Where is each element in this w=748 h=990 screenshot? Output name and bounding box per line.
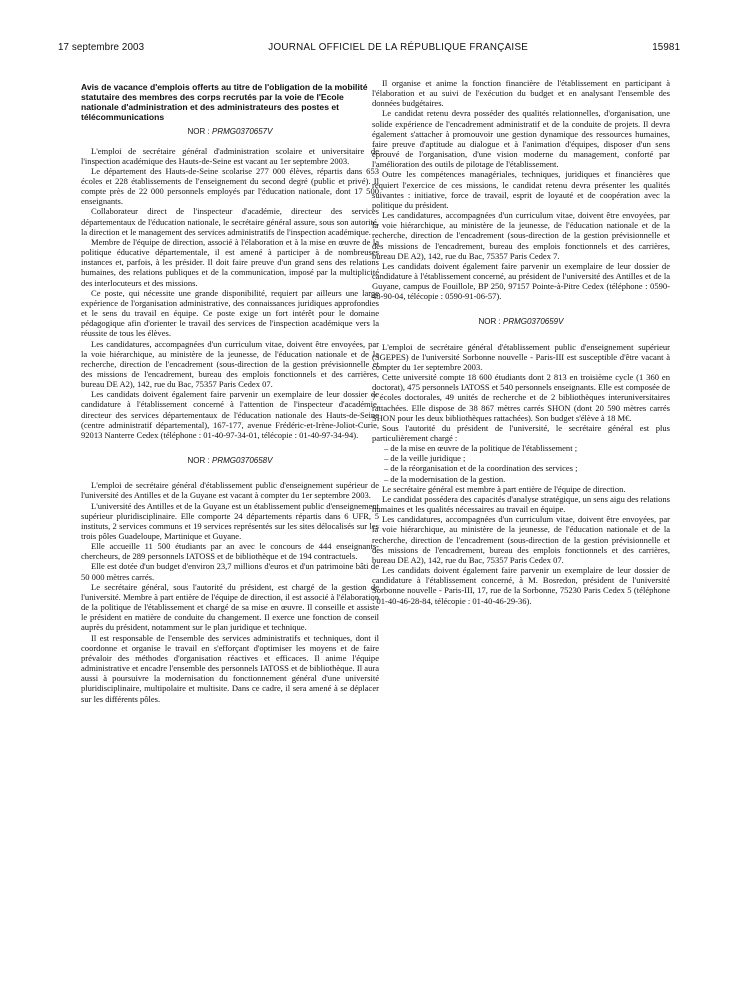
paragraph: Les candidatures, accompagnées d'un curriculum vitae, doivent être envoyées, par la voie hiérarchique, au ministère de la jeunesse, de l'éducation nationale et de la recherche, direction de l'encadrement (sous-direction de la gestion prévisionnelle et des missions de l'encadrement, bureau des emplois fonctionnels et des carrières, bureau DE A2), 142, rue du Bac, 75357 Paris Cedex 07.	[372, 514, 670, 565]
paragraph: L'emploi de secrétaire général d'établissement public d'enseignement supérieur de l'université des Antilles et de la Guyane est vacant à compter du 1er septembre 2003.	[81, 480, 379, 501]
right-column	[372, 78, 670, 606]
paragraph: Il est responsable de l'ensemble des services administratifs et techniques, dont il coordonne et organise le travail en s'efforçant d'optimiser les moyens et de faire prévaloir des méthodes d'organisation réactives et efficaces. Il anime l'équipe administrative et encadre l'ensemble des personnels IATOSS et de bibliothèque. Il aura aussi à poursuivre la modernisation du fonctionnement général d'une université pluridisciplinaire, multipolaire et multisite. Dans ce cadre, il sera amené à se déplacer sur les différents pôles.	[81, 632, 379, 704]
issue-date: 17 septembre 2003	[58, 42, 145, 53]
nor-label: NOR :	[187, 456, 210, 466]
paragraph: Il organise et anime la fonction financière de l'établissement en participant à l'élaboration et au suivi de l'exécution du budget et en analysant l'ensemble des données budgétaires.	[372, 78, 670, 109]
paragraph: Outre les compétences managériales, techniques, juridiques et financières que requiert l'exercice de ces missions, le candidat retenu devra présenter les qualités suivantes : initiative, force de travail, esprit de loyauté et de coopération avec la politique du président.	[372, 169, 670, 210]
paragraph: Elle est dotée d'un budget d'environ 23,7 millions d'euros et d'un patrimoine bâti de 50 000 mètres carrés.	[81, 561, 379, 582]
list-item: – de la mise en œuvre de la politique de l'établissement ;	[384, 443, 670, 453]
paragraph: Sous l'autorité du président de l'université, le secrétaire général est plus particulièrement chargé :	[372, 422, 670, 443]
paragraph: Les candidatures, accompagnées d'un curriculum vitae, doivent être envoyées, par la voie hiérarchique, au ministère de la jeunesse, de l'éducation nationale et de la recherche, direction de l'encadrement (sous-direction de la gestion prévisionnelle et des missions de l'encadrement, bureau des emplois fonctionnels et des carrières, bureau DE A2), 142, rue du Bac, 75357 Paris Cedex 07.	[81, 338, 379, 390]
page-number: 15981	[652, 42, 680, 53]
nor-reference	[81, 456, 379, 466]
paragraph: Le département des Hauts-de-Seine scolarise 277 000 élèves, répartis dans 653 écoles et 228 établissements de l'enseignement du second degré (public et privé). Il compte près de 22 000 personnels employés par l'éducation nationale, dont 17 500 enseignants.	[81, 165, 379, 207]
paragraph: Les candidats doivent également faire parvenir un exemplaire de leur dossier de candidature à l'établissement concerné, au président de l'université des Antilles et de la Guyane, campus de Fouillole, BP 250, 97157 Pointe-à-Pitre Cedex (téléphone : 0590-48-90-04, télécopie : 0590-91-06-57).	[372, 260, 670, 302]
running-header	[58, 42, 680, 53]
notice-title: Avis de vacance d'emplois offerts au titre de l'obligation de la mobilité statutaire des membres des corps recrutés par la voie de l'Ecole nationale d'administration et des administrateurs des postes et télécommunications	[81, 82, 368, 123]
nor-reference	[372, 317, 670, 327]
list-item: – de la modernisation de la gestion.	[384, 474, 670, 484]
nor-label: NOR :	[187, 127, 210, 137]
list-item: – de la réorganisation et de la coordination des services ;	[384, 463, 670, 473]
paragraph: L'université des Antilles et de la Guyane est un établissement public d'enseignement supérieur pluridisciplinaire. Elle comporte 24 départements répartis dans 6 UFR, 5 instituts, 2 services communs et 19 services représentés sur les sites délocalisés sur les trois pôles Guadeloupe, Martinique et Guyane.	[81, 500, 379, 541]
paragraph: Les candidatures, accompagnées d'un curriculum vitae, doivent être envoyées, par la voie hiérarchique, au ministère de la jeunesse, de l'éducation nationale et de la recherche, direction de l'encadrement (sous-direction de la gestion prévisionnelle et des missions de l'encadrement, bureau des emplois fonctionnels et des carrières, bureau DE A2), 142, rue du Bac, 75357 Paris Cedex 7.	[372, 210, 670, 261]
paragraph: Les candidats doivent également faire parvenir un exemplaire de leur dossier de candidature à l'établissement concerné, à M. Bosredon, président de l'université Sorbonne nouvelle - Paris-III, 17, rue de la Sorbonne, 75230 Paris Cedex 5 (téléphone : 01-40-46-28-84, télécopie : 01-40-46-29-36).	[372, 565, 670, 606]
journal-title: JOURNAL OFFICIEL DE LA RÉPUBLIQUE FRANÇAISE	[268, 42, 529, 53]
nor-label: NOR :	[478, 317, 501, 327]
paragraph: Elle accueille 11 500 étudiants par an avec le concours de 444 enseignants-chercheurs, de 289 personnels IATOSS et de bibliothèque et de 194 contractuels.	[81, 541, 379, 562]
nor-reference	[81, 127, 379, 137]
paragraph: Ce poste, qui nécessite une grande disponibilité, requiert par ailleurs une large expérience de l'organisation administrative, des connaissances juridiques approfondies et le sens du travail en équipe. Ce poste exige un fort intérêt pour le domaine pédagogique afin d'orienter le travail des services de l'inspection académique vers la réussite de tous les élèves.	[81, 287, 379, 339]
paragraph: Cette université compte 18 600 étudiants dont 2 813 en troisième cycle (1 360 en doctorat), 475 personnels IATOSS et 540 personnels enseignants. Elle est composée de 7 écoles doctorales, 49 unités de recherche et de 2 bibliothèques interuniversitaires rattachées. Elle dispose de 38 867 mètres carrés SHON (dont 20 590 mètres carrés SHON pour les deux bibliothèques rattachées). Son budget s'élève à 18 M€.	[372, 372, 670, 423]
paragraph: L'emploi de secrétaire général d'établissement public d'enseignement supérieur (SGEPES) de l'université Sorbonne nouvelle - Paris-III est susceptible d'être vacant à compter du 1er septembre 2003.	[372, 341, 670, 372]
paragraph: Le candidat retenu devra posséder des qualités relationnelles, d'organisation, une solide expérience de l'encadrement administratif et de la conduite de projets. Il devra également s'attacher à promouvoir une gestion dynamique des ressources humaines, faire preuve d'aptitude au dialogue et à l'animation d'équipes, disposer d'un sens éprouvé de l'organisation, d'une vision moderne du management, conforté par l'amélioration des outils de pilotage de l'établissement.	[372, 108, 670, 170]
nor-code: PRMG0370658V	[211, 456, 273, 466]
paragraph: L'emploi de secrétaire général d'administration scolaire et universitaire de l'inspection académique des Hauts-de-Seine est vacant au 1er septembre 2003.	[81, 145, 379, 166]
left-column	[81, 78, 379, 704]
paragraph: Membre de l'équipe de direction, associé à l'élaboration et à la mise en œuvre de la politique éducative départementale, il est amené à participer à de nombreuses instances et, parfois, à les présider. Il doit faire preuve d'un grand sens des relations humaines, des relations publiques et de la communication, imposé par la multiplicité des interlocuteurs et des missions.	[81, 236, 379, 288]
nor-code: PRMG0370657V	[211, 127, 273, 137]
paragraph: Les candidats doivent également faire parvenir un exemplaire de leur dossier de candidature à l'établissement concerné à l'attention de l'inspecteur d'académie, directeur des services départementaux de l'éducation nationale des Hauts-de-Seine (centre administratif départemental), 167-177, avenue Frédéric-et-Irène-Joliot-Curie, 92013 Nanterre Cedex (téléphone : 01-40-97-34-01, télécopie : 01-40-97-34-94).	[81, 389, 379, 440]
paragraph: Le candidat possédera des capacités d'analyse stratégique, un sens aigu des relations humaines et les qualités nécessaires au travail en équipe.	[372, 493, 670, 515]
paragraph: Le secrétaire général est membre à part entière de l'équipe de direction.	[382, 483, 626, 494]
duties-list	[372, 443, 670, 484]
list-item: – de la veille juridique ;	[384, 453, 670, 463]
nor-code: PRMG0370659V	[502, 317, 564, 327]
paragraph: Collaborateur direct de l'inspecteur d'académie, directeur des services départementaux de l'éducation nationale, le secrétaire général assure, sous son autorité, la direction et le management des services administratifs de l'inspection académique.	[81, 206, 379, 237]
paragraph: Le secrétaire général, sous l'autorité du président, est chargé de la gestion de l'université. Membre à part entière de l'équipe de direction, il est associé à l'élaboration de la politique de l'établissement et chargé de sa mise en œuvre. Il conseille et assiste le président en matière de conduite du changement. Il exerce une fonction de conseil auprès du président, notamment sur le plan juridique et technique.	[81, 581, 379, 633]
